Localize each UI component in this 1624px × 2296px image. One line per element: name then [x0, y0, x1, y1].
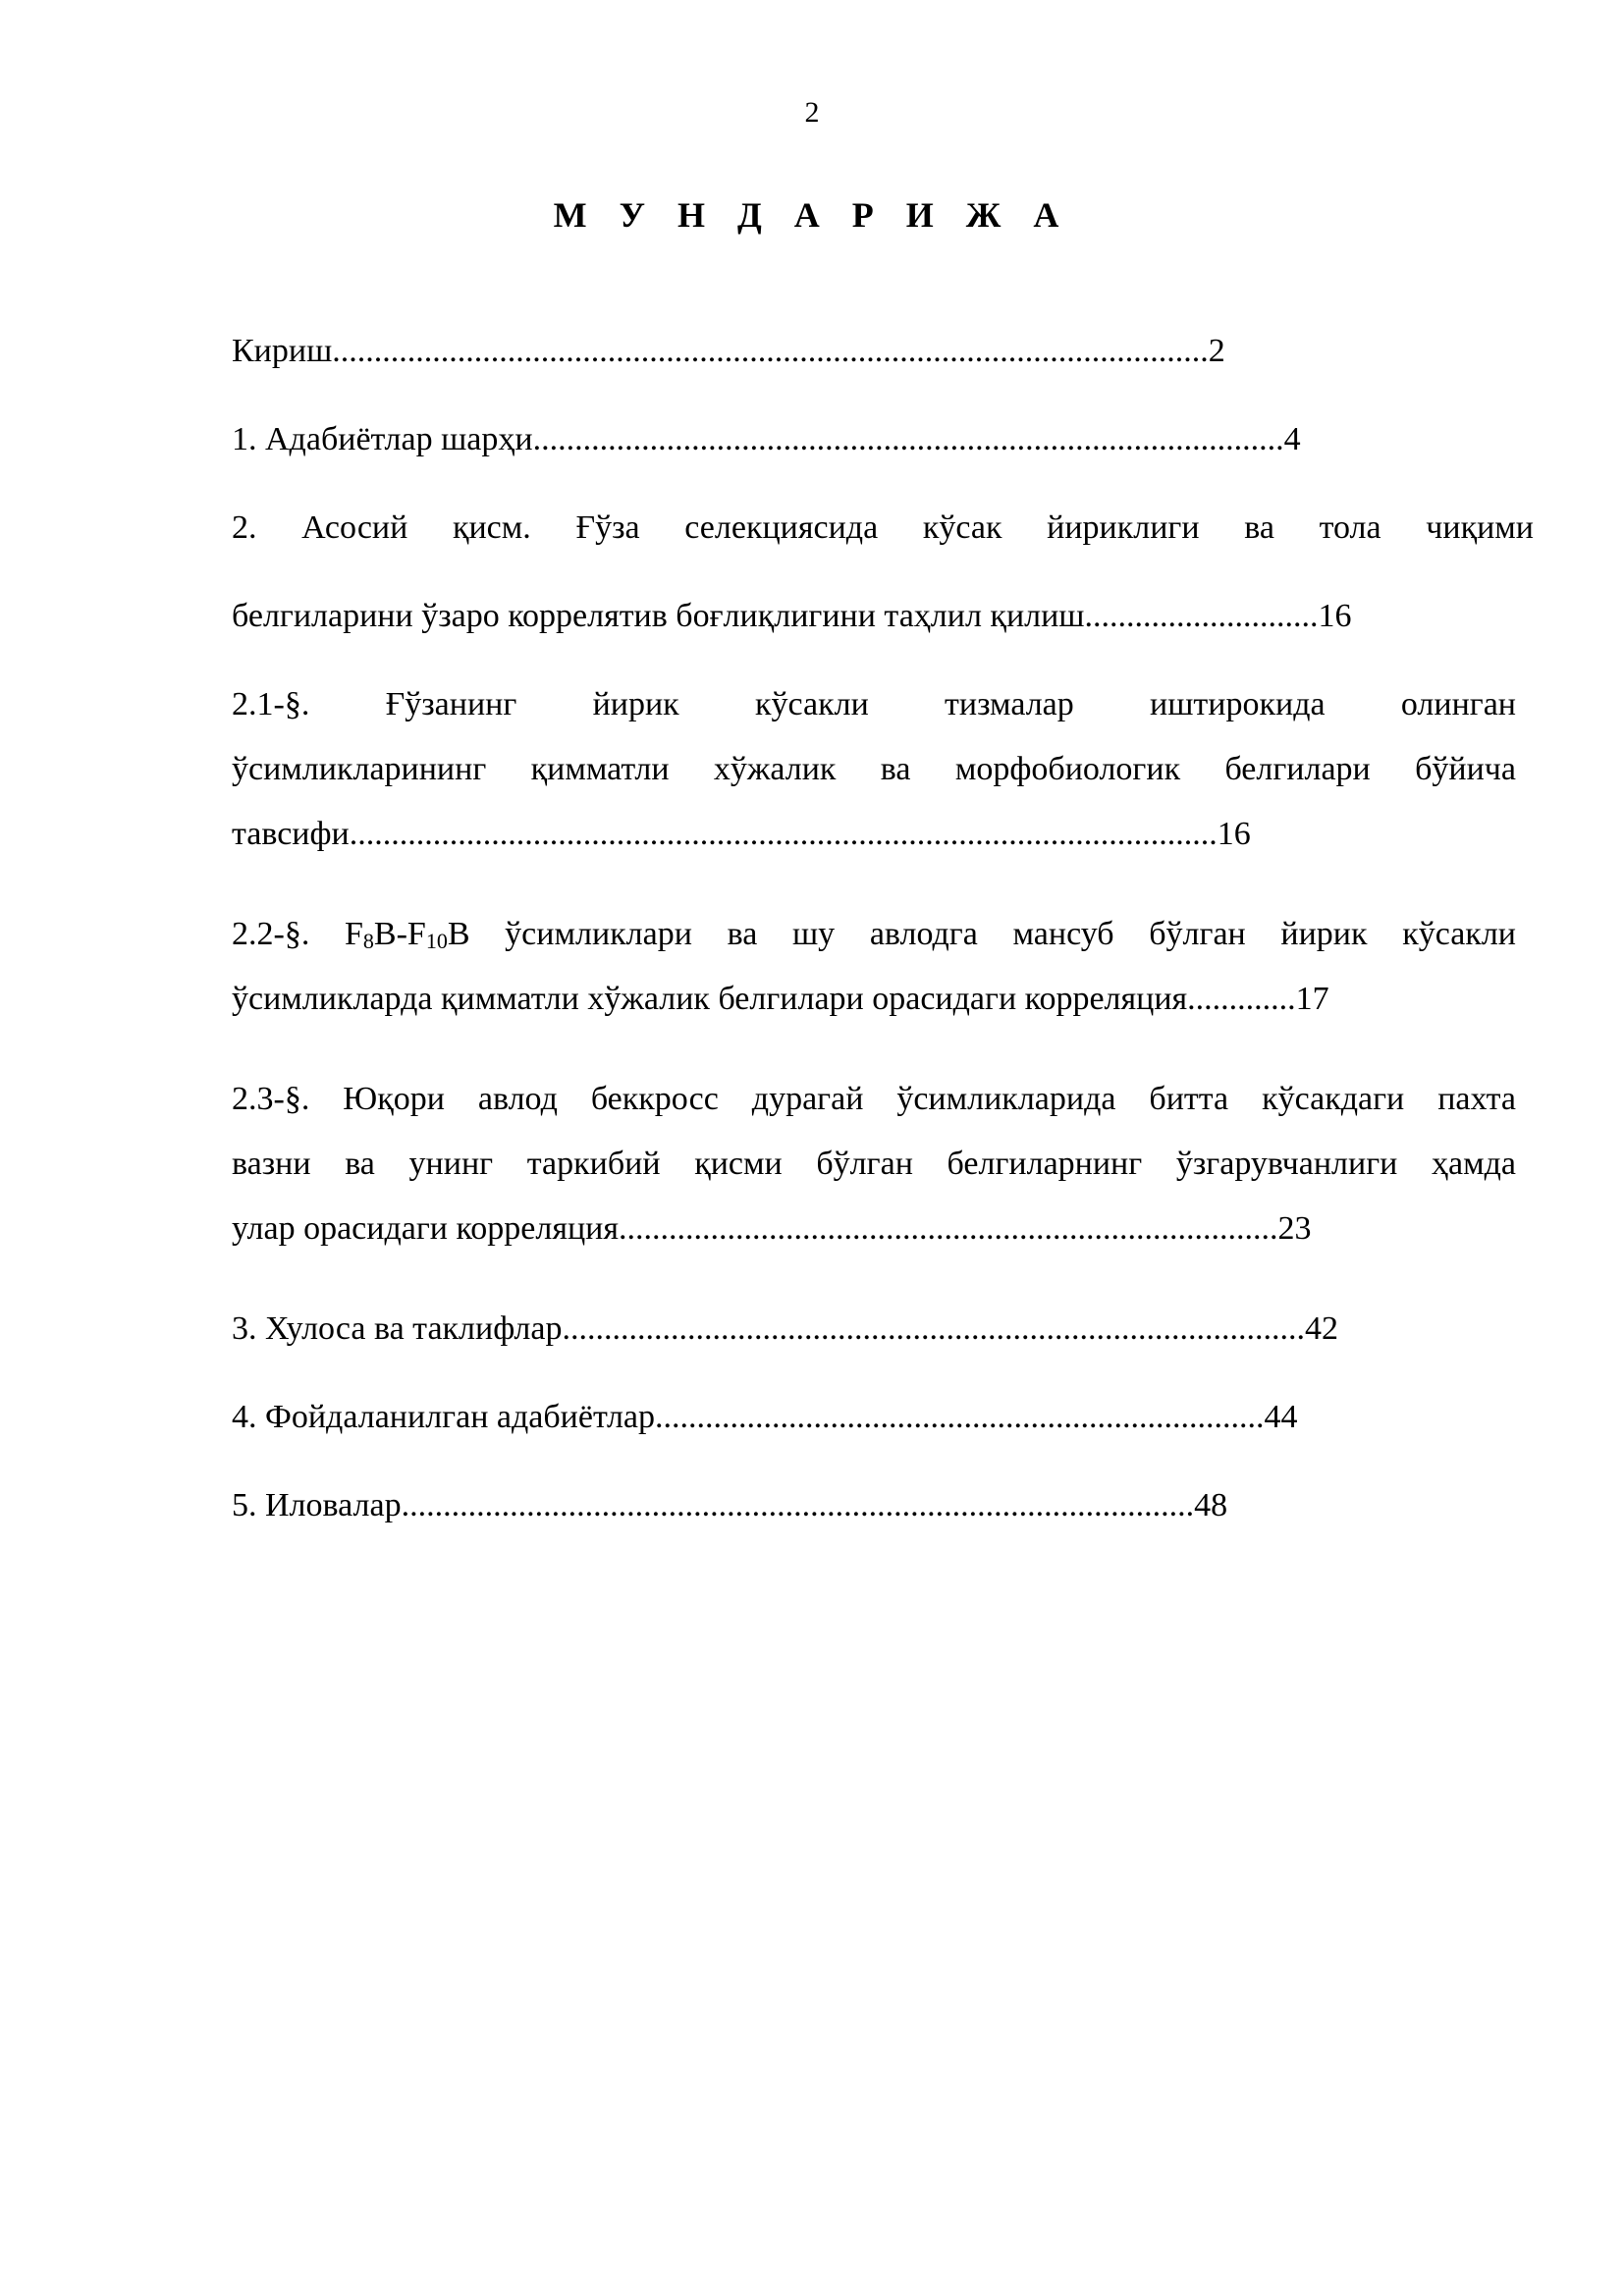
- toc-page-number: 17: [1295, 981, 1329, 1017]
- toc-page-number: 23: [1277, 1210, 1312, 1247]
- toc-leader-dots: ...............................................................................: [619, 1210, 1278, 1247]
- toc-entry-1: [232, 420, 1301, 459]
- toc-leader-dots: .........................................................................: [655, 1399, 1265, 1435]
- toc-entry-2-line1: 2. Асосий қисм. Ғўза селекциясида кўсак йириклиги ва тола чиқими: [232, 509, 1534, 546]
- page-title: М У Н Д А Р И Ж А: [553, 195, 1071, 235]
- toc-page-number: 44: [1264, 1399, 1298, 1435]
- toc-entry-label: 4. Фойдаланилган адабиётлар: [232, 1399, 656, 1435]
- toc-entry-2-3-line1: 2.3-§. Юқори авлод беккросс дурагай ўсимликларида битта кўсакдаги пахта: [232, 1081, 1516, 1117]
- page-number: 2: [804, 96, 820, 129]
- toc-entry-label: улар орасидаги корреляция: [232, 1210, 619, 1247]
- toc-leader-dots: ............................: [1084, 598, 1319, 634]
- toc-entry-2-1-line3: [232, 815, 1251, 854]
- toc-entry-2-2-line2: [232, 980, 1329, 1019]
- toc-entry-2-1-line1: 2.1-§. Ғўзанинг йирик кўсакли тизмалар иштирокида олинган: [232, 686, 1516, 722]
- toc-entry-2-line2: [232, 597, 1351, 636]
- toc-entry-label: Кириш: [232, 333, 333, 369]
- toc-entry-label: 5. Иловалар: [232, 1487, 402, 1523]
- toc-leader-dots: ...............................................................................................: [401, 1487, 1195, 1523]
- toc-leader-dots: ........................................................................................................: [349, 816, 1218, 852]
- subscript-generation-end: 10: [425, 929, 448, 953]
- toc-entry-label-part: B ўсимликлари ва шу авлодга мансуб бўлган йирик кўсакли: [447, 916, 1516, 952]
- toc-entry-intro: [232, 332, 1225, 371]
- toc-entry-2-3-line3: [232, 1209, 1312, 1249]
- toc-page-number: 48: [1194, 1487, 1228, 1523]
- toc-page-number: 16: [1217, 816, 1251, 852]
- toc-page-number: 4: [1283, 421, 1301, 457]
- toc-leader-dots: .........................................................................................................: [332, 333, 1209, 369]
- toc-page-number: 16: [1318, 598, 1352, 634]
- toc-entry-label-part: 2.2-§. F: [232, 916, 363, 952]
- toc-entry-2-3-line2: вазни ва унинг таркибий қисми бўлган белгиларнинг ўзгарувчанлиги ҳамда: [232, 1146, 1516, 1182]
- toc-entry-label: белгиларини ўзаро коррелятив боғлиқлигини таҳлил қилиш: [232, 598, 1085, 634]
- toc-entry-2-2-line1: [232, 915, 1516, 954]
- toc-entry-3: [232, 1309, 1338, 1349]
- toc-entry-5: [232, 1486, 1227, 1525]
- toc-page-number: 2: [1208, 333, 1225, 369]
- toc-leader-dots: ..........................................................................................: [532, 421, 1284, 457]
- toc-leader-dots: .............: [1187, 981, 1296, 1017]
- toc-entry-2-1-line2: ўсимликларининг қимматли хўжалик ва морфобиологик белгилари бўйича: [232, 751, 1516, 787]
- toc-leader-dots: .........................................................................................: [562, 1310, 1305, 1347]
- toc-entry-label: тавсифи: [232, 816, 350, 852]
- subscript-generation-start: 8: [362, 929, 374, 953]
- toc-entry-label-part: B-F: [373, 916, 426, 952]
- toc-page-number: 42: [1304, 1310, 1338, 1347]
- toc-entry-label: ўсимликларда қимматли хўжалик белгилари орасидаги корреляция: [232, 981, 1188, 1017]
- toc-entry-label: 1. Адабиётлар шарҳи: [232, 421, 533, 457]
- toc-entry-4: [232, 1398, 1298, 1437]
- toc-entry-label: 3. Хулоса ва таклифлар: [232, 1310, 563, 1347]
